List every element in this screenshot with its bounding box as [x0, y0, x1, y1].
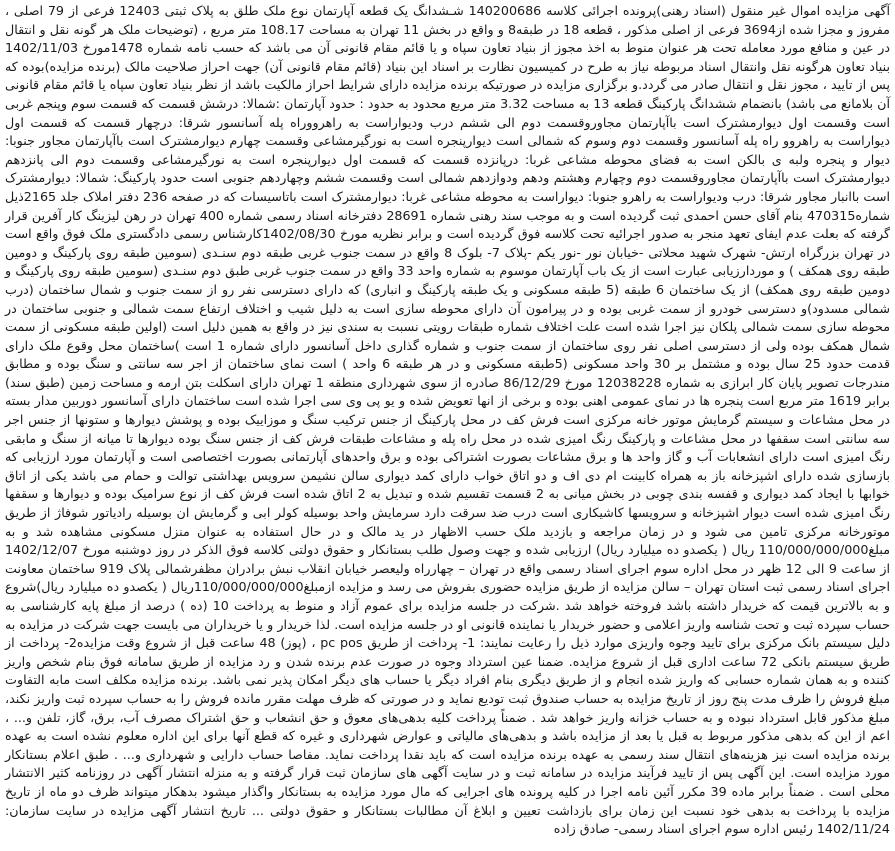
- notice-body-text: آگهی مزایده اموال غیر منقول (اسناد رهنی)پرونده اجرائی کلاسه 140200686 شـشدانگ یک قطعه آپارتمان نوع ملک طلق به پلاک ثبتی 12403 فرعی از 79 اصلی ، مفروز و مجزا شده از3694 فرعی از اصلی مذکور ، قطعه 18 در طبقه8 و واقع در بخش 11 تهران به مساحت 108.17 متر مربع ، (توضیحات ملک هر گونه نقل و انتقال در عین و منافع مورد معامله تحت هر عنوان منوط به اخذ مجوز از بنیاد تعاون سپاه و یا قائم مقام قانونی آن می باشد که حسب نامه شماره 1478مورخ 1402/11/03 بنیاد تعاون هرگونه نقل وانتقال اسناد مربوطه نیاز به طرح در کمیسیون نظارت بر اسناد این بنیاد (قائم مقام قانونی آن) جهت احراز صلاحیت مالک (برنده مزایده)بوده که پس از تایید ، مجوز نقل و انتقال صادر می گردد.و برگزاری مزایده در صورتیکه برنده مزایده دارای شرایط احراز مالکیت باشد از نظر بنیاد تعاون سپاه یا قائم مقام قانونی آن بلامانع می باشد) بانضمام ششدانگ پارکینگ قطعه 13 به مساحت 3.32 متر مربع محدود به حدود : حدود آپارتمان :شمالا: درشش قسمت که قسمت سوم وپنجم غربی است وقسمت اول دیوارمشترک است باآپارتمان مجاوروقسمت دوم الی ششم درب ودیواراست به راهرووراه پله آسانسور شرقا: درچهار قسمت که قسمت اول دیواراست به راهروو راه پله آسانسور وقسمت دوم وسوم که شمالی است دیوارپنجره است به نورگیرمشاعی وقسمت چهارم دیوارمشترک است باآپارتمان مجاور جنوبا: دیوار و پنجره ولبه ی بالکن است به فضای محوطه مشاعی غربا: درپانزده قسمت که قسمت اول دیوارپنجره است به نورگیرمشاعی وقسمت دوم الی پانزدهم دیوارمشترک است باآپارتمان مجاوروقسمت دوم وچهارم وهشتم ودهم ودوازدهم شمالی است وقسمت ششم وچهاردهم جنوبی است حدود پارکینگ: شمالا: دیوارمشترک است باانبار مجاور شرقا: درب ودیواراست به راهرو جنوبا: دیواراست به محوطه مشاعی غربا: دیوارمشترک است باتاسیسات که در صفحه 236 دفتر املاک جلد 2165ذیل شماره470315 بنام آقای حسن احمدی ثبت گردیده است و به موجب سند رهنی شماره 28691 دفترخانه اسناد رسمی شماره 400 تهران در رهن لیزینگ کار آفرین قرار گرفته که بعلت عدم ایفای تعهد منجر به صدور اجرائیه تحت کلاسه فوق گردیده است و برابر نظریه مورخ 1402/08/30کارشناس رسمی دادگستری ملک فوق واقع است در تهران بزرگراه ارتش- شهرک شهید محلاتی -خیابان نور -نور یکم -پلاک 7- بلوک 8 واقع در سمت جنوب غربی طبقه دوم سنـدی (سومین طبقه روی پارکینگ و دومین طبقه روی همکف ) و موردارزیابی عبارت است از یک باب آپارتمان موسوم به شماره واحد 33 واقع در سمت جنوب غربی طبق دوم سنـدی (سومین طبقه روی پارکینگ و دومین طبقه روی همکف) از یک ساختمان 6 طبقه (5 طبقه مسکونی و یک طبقه پارکینگ و انباری) که دارای دسترسی نفر رو از سمت جنوب و شمال ساختمان (درب شمالی مسدود)و دسترسی خودرو از سمت غربی بوده و در پیرامون آن دارای محوطه سازی است به دلیل شیب و اختلاف ارتفاع سمت شمالی و جنوبی ساختمان در محوطه سازی سمت شمالی پلکان نیز اجرا شده است علت اختلاف شماره طبقات رویتی نسبت به سندی نیز در واقع به همین دلیل است (اولین طبقه مسکونی از سمت شمال همکف بوده ولی از دسترسی اصلی نفر روی ساختمان از سمت جنوب و شماره گذاری داخل آسانسور دارای شماره 1 است )ساختمان محل وقوع ملک دارای قدمت حدود 25 سال بوده و مشتمل بر 30 واحد مسکونی (5طبقه مسکونی و در هر طبقه 6 واحد ) است نمای ساختمان از اجر سه سانتی و سنگ بوده و مطابق مندرجات تصویر پایان کار ابرازی به شماره 12038228 مورخ 86/12/29 صادره از سوی شهرداری منطقه 1 تهران دارای اسکلت بتن ارمه و مساحت زمین (طبق سند) برابر 1619 متر مربع است پنجره ها در نمای عمومی اهنی بوده و برخی از انها تعویض شده و یو پی وی سی اجرا شده است ساختمان دارای آسانسور دوربین مدار بسته در محل مشاعات و سیستم گرمایش موتور خانه مرکزی است فرش کف در محل پارکینگ از جنس ترکیب سنگ و موزاییک بوده و پوشش دیوارها و ستونها از جنس اجر سه سانتی است سقفها در محل مشاعات و پارکینگ رنگ امیزی شده در محل راه پله و مشاعات طبقات فرش کف از جنس سنگ بوده دیوارها تا میانه از سنگ و مابقی رنگ امیزی است دارای انشعابات آب و گاز واحد ها و برق مشاعات بصورت اشتراکی بوده و برق واحدهای آپارتمانی بصورت اختصاصی است و آپارتمان مورد ارزیابی که بازسازی شده دارای اشپزخانه باز به همراه کابینت ام دی اف و دو اتاق خواب دارای کمد دیواری سالن نشیمن سرویس بهداشتی توالت و حمام می باشد یکی از اتاق خوابها با ایجاد کمد دیواری و قفسه بندی چوبی در بخش میانی به 2 قسمت تقسیم شده و تبدیل به 2 اتاق شده است فرش کف از نوع سرامیک بوده و دیوارها و سقفها رنگ امیزی شده است دیوار اشپزخانه و سرویسها کاشیکاری است درب ضد سرقت دارد سرمایش واحد بوسیله کولر ابی و گرمایش ان بوسیله رادیاتور شوفاژ از طریق موتورخانه مرکزی تامین می شود و در زمان مراجعه و بازدید ملک حسب الاظهار در ید مالک و در حال استفاده به عنوان منزل مسکونی مشاهده شد و به مبلغ110/000/000/000 ریال ( یکصدو ده میلیارد ریال) ارزیابی شده و جهت وصول طلب بستانکار و حقوق دولتی کلاسه فوق الذکر در روز دوشنبه مورخ 1402/12/07 از ساعت 9 الی 12 ظهر در محل اداره سوم اجرای اسناد رسمی واقع در تهران – چهارراه ولیعصر خیابان انقلاب نبش برادران مظفرشمالی پلاک 919 ساختمان معاونت اجرای اسناد رسمی ثبت استان تهران – سالن مزایده از طریق مزایده حضوری بفروش می رسد و مزایده ازمبلغ110/000/000/000ریال ( یکصدو ده میلیارد ریال)شروع و به بالاترین قیمت که خریدار داشته باشد فروخته خواهد شد .شرکت در جلسه مزایده برای عموم آزاد و منوط به پرداخت 10 (ده ) درصد از مبلغ پایه کارشناسی به حساب سپرده ثبت و تحت شناسه واریز اعلامی و حضور خریدار یا نماینده قانونی او در جلسه مزایده است. لذا خریدار و یا خریداران می بایست جهت شرکت در مزایده به دلیل سیستم بانک مرکزی برای تایید وجوه واریزی موارد ذیل را رعایت نمایند: 1- پرداخت از طریق pc pos ، (پوز) 48 ساعت قبل از شروع وقت مزایده2- پرداخت از طریق سیستم بانکی 72 ساعت اداری قبل از شروع مزایده. ضمنا عین استرداد وجوه در صورت عدم برنده شدن و رد مزایده از طریق سامانه فوق بنام شخص واریز کننده و به همان شماره حسابی که واریز شده انجام و از طریق دیگری بنام افراد دیگر یا حساب های دیگر امکان پذیر نمی باشد. برنده مزایده مکلف است مابه التفاوت مبلغ فروش را ظرف مدت پنج روز از تاریخ مزایده به حساب صندوق ثبت تودیع نماید و در صورتی که ظرف مهلت مقرر مانده فروش را به حساب سپرده ثبت واریز نکند، مبلغ مذکور قابل استرداد نبوده و به حساب خزانه واریز خواهد شد . ضمناً پرداخت کلیه بدهی‌های معوق و حق انشعاب و حق اشتراک مصرف آب، برق، گاز، تلفن و... ، اعم از این که بدهی مذکور مربوط به قبل یا بعد از مزایده باشد و بدهی‌های مالیاتی و عوارض شهرداری و غیره که قطع آنها برای این اداره معلوم نشده است به عهده برنده مزایده است نیز هزینه‌های انتقال سند رسمی به عهده برنده مزایده است که باید نقدا پرداخت نماید. مفاصا حساب دارایی و شهرداری و... . طبق اعلام بستانکار مورد مزایده است. این آگهی پس از تایید فرآیند مزایده در سامانه ثبت و در سایت آگهی های سازمان ثبت قرار گرفته و به منزله انتشار آگهی در روزنامه کثیر الانتشار محلی است . ضمناً برابر ماده 39 مکرر آئین نامه اجرا در کلیه پرونده های اجرایی که مال مورد مزایده به بستانکار واگذار میشود بدهکار میتواند ظرف دو ماه از تاریخ مزایده با پرداخت به بدهی خود نسبت این زمان برای بازداشت تعیین و ابلاغ آن مطالبات بستانکار و حقوق دولتی ... تاریخ انتشار آگهی مزایده در سایت سازمان: 1402/11/24 رئیس اداره سوم اجرای اسناد رسمی- صادق زاده: [5, 3, 891, 837]
